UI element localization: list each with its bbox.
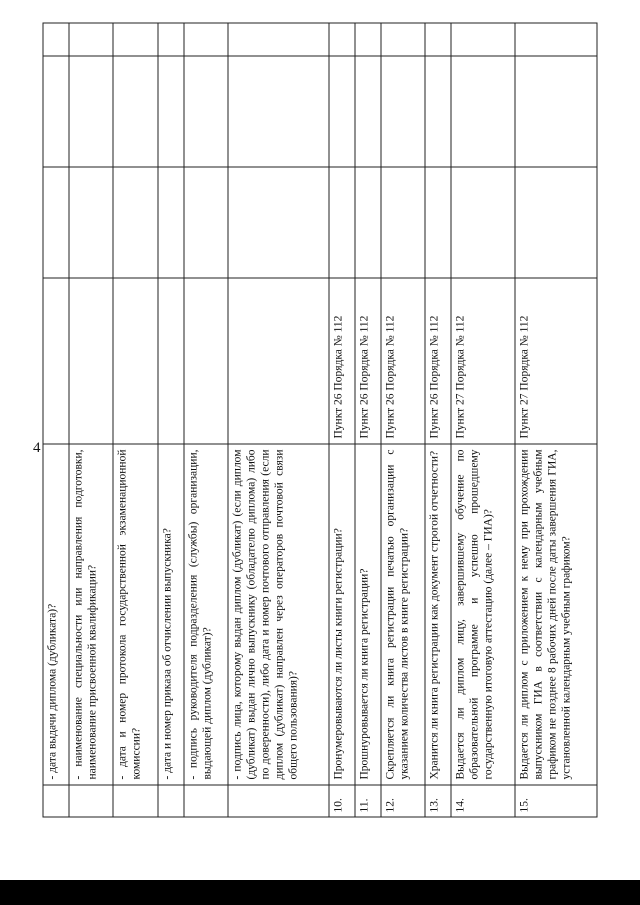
row-extra-cell xyxy=(69,23,114,56)
row-answer-cell xyxy=(381,167,426,278)
row-number xyxy=(228,785,329,817)
row-number xyxy=(113,785,158,817)
table-row xyxy=(355,23,381,817)
row-number: 11. xyxy=(355,785,381,817)
row-reference xyxy=(113,278,158,444)
row-reference: Пункт 27 Порядка № 112 xyxy=(515,278,598,444)
row-extra-cell xyxy=(113,23,158,56)
row-note-cell xyxy=(425,56,451,167)
row-note-cell xyxy=(158,56,184,167)
row-number xyxy=(43,785,69,817)
row-number: 15. xyxy=(515,785,598,817)
table-row xyxy=(228,23,329,817)
row-extra-cell xyxy=(158,23,184,56)
row-answer-cell xyxy=(184,167,229,278)
row-extra-cell xyxy=(355,23,381,56)
row-reference: Пункт 26 Порядка № 112 xyxy=(425,278,451,444)
row-note-cell xyxy=(329,56,355,167)
row-answer-cell xyxy=(43,167,69,278)
row-note-cell xyxy=(184,56,229,167)
row-note-cell xyxy=(381,56,426,167)
row-note-cell xyxy=(515,56,598,167)
table-row xyxy=(184,23,229,817)
row-reference: Пункт 26 Порядка № 112 xyxy=(329,278,355,444)
table-row xyxy=(43,23,69,817)
row-extra-cell xyxy=(451,23,515,56)
row-number xyxy=(184,785,229,817)
row-reference xyxy=(228,278,329,444)
row-number xyxy=(158,785,184,817)
row-question: Выдается ли диплом лицу, завершившему обучение по образовательной программе и успешно прошедшему государственную итоговую аттестацию (далее – ГИА)? xyxy=(451,444,515,785)
row-reference xyxy=(158,278,184,444)
table-row xyxy=(425,23,451,817)
table-row xyxy=(113,23,158,817)
checklist-table-rotated xyxy=(43,63,598,818)
row-note-cell xyxy=(113,56,158,167)
row-question: - наименование специальности или направления подготовки, наименование присвоенной квалификации? xyxy=(69,444,114,785)
table-row xyxy=(381,23,426,817)
row-reference xyxy=(69,278,114,444)
scan-bottom-border xyxy=(0,880,640,905)
row-extra-cell xyxy=(515,23,598,56)
table-row xyxy=(158,23,184,817)
row-reference: Пункт 26 Порядка № 112 xyxy=(381,278,426,444)
row-number: 12. xyxy=(381,785,426,817)
row-reference: Пункт 26 Порядка № 112 xyxy=(355,278,381,444)
row-question: - подпись лица, которому выдан диплом (дубликат) (если диплом (дубликат) выдан лично выпускнику (обладателю диплома) либо по доверенности), либо дата и номер почтового отправления (если диплом (дубликат) направлен через операторов почтовой связи общего пользования)? xyxy=(228,444,329,785)
row-question: Прошнуровывается ли книга регистрации? xyxy=(355,444,381,785)
row-number: 14. xyxy=(451,785,515,817)
table-row xyxy=(69,23,114,817)
row-extra-cell xyxy=(228,23,329,56)
row-question: Выдается ли диплом с приложением к нему при прохождении выпускником ГИА в соответствии с календарным учебным графиком не позднее 8 рабочих дней после даты завершения ГИА, установленной календарным учебным графиком? xyxy=(515,444,598,785)
checklist-table xyxy=(43,23,598,818)
row-note-cell xyxy=(355,56,381,167)
row-answer-cell xyxy=(113,167,158,278)
row-number: 10. xyxy=(329,785,355,817)
row-question: - дата и номер протокола государственной экзаменационной комиссии? xyxy=(113,444,158,785)
row-answer-cell xyxy=(158,167,184,278)
row-extra-cell xyxy=(329,23,355,56)
row-answer-cell xyxy=(228,167,329,278)
table-row xyxy=(329,23,355,817)
table-row xyxy=(451,23,515,817)
row-number: 13. xyxy=(425,785,451,817)
row-question: Скрепляется ли книга регистрации печатью организации с указанием количества листов в книге регистрации? xyxy=(381,444,426,785)
row-answer-cell xyxy=(355,167,381,278)
row-answer-cell xyxy=(451,167,515,278)
row-number xyxy=(69,785,114,817)
row-reference xyxy=(184,278,229,444)
row-question: Хранится ли книга регистрации как документ строгой отчетности? xyxy=(425,444,451,785)
row-answer-cell xyxy=(425,167,451,278)
row-answer-cell xyxy=(329,167,355,278)
row-extra-cell xyxy=(381,23,426,56)
row-extra-cell xyxy=(43,23,69,56)
row-question: - подпись руководителя подразделения (службы) организации, выдающей диплом (дубликат)? xyxy=(184,444,229,785)
row-question: Пронумеровываются ли листы книги регистрации? xyxy=(329,444,355,785)
row-question: - дата выдачи диплома (дубликата)? xyxy=(43,444,69,785)
row-extra-cell xyxy=(425,23,451,56)
row-note-cell xyxy=(228,56,329,167)
row-reference: Пункт 27 Порядка № 112 xyxy=(451,278,515,444)
page-number: 4 xyxy=(33,440,41,456)
row-note-cell xyxy=(43,56,69,167)
table-row xyxy=(515,23,598,817)
row-note-cell xyxy=(451,56,515,167)
row-note-cell xyxy=(69,56,114,167)
row-question: - дата и номер приказа об отчислении выпускника? xyxy=(158,444,184,785)
row-answer-cell xyxy=(69,167,114,278)
row-answer-cell xyxy=(515,167,598,278)
row-reference xyxy=(43,278,69,444)
row-extra-cell xyxy=(184,23,229,56)
